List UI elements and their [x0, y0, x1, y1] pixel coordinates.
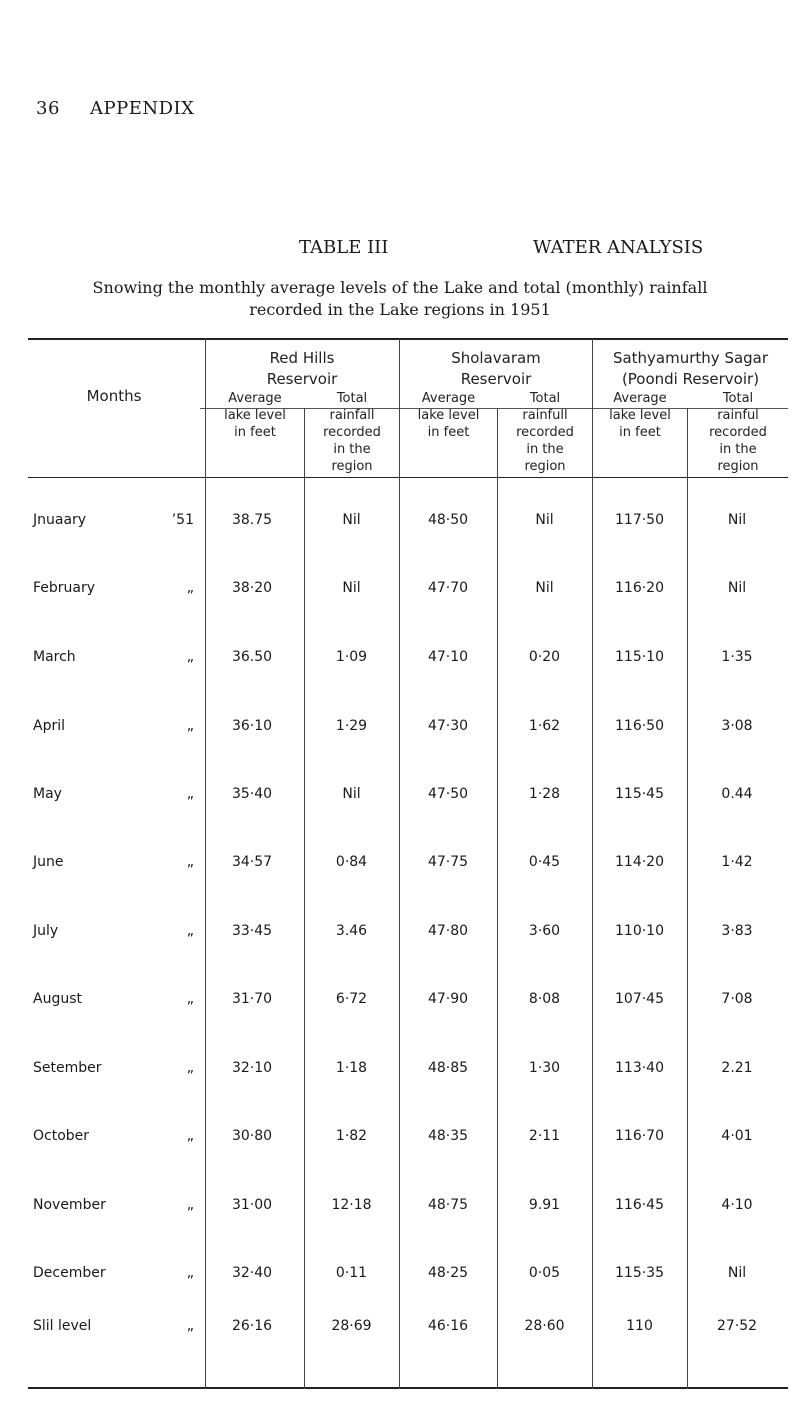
month-label: Setember	[33, 1060, 102, 1076]
table-row	[28, 578, 788, 608]
ditto-mark: „	[186, 1197, 194, 1213]
sholavaram-rainfall: Nil	[535, 580, 554, 596]
poondi-rainfall: 0.44	[721, 786, 753, 802]
red-hills-level: 38.75	[231, 512, 273, 528]
poondi-level: 107·45	[615, 991, 664, 1007]
table-row	[28, 921, 788, 951]
page-number: 36	[36, 98, 60, 119]
month-label: June	[33, 854, 64, 870]
sholavaram-level: 48·35	[427, 1128, 469, 1144]
subheader-sholavaram-level: Average lake level in feet	[417, 391, 480, 440]
sholavaram-rainfall: Nil	[535, 512, 554, 528]
poondi-rainfall: 3·83	[721, 923, 753, 939]
poondi-level: 113·40	[615, 1060, 664, 1076]
table-subject: WATER ANALYSIS	[533, 237, 704, 258]
poondi-level: 117·50	[615, 512, 664, 528]
poondi-rainfall: 27·52	[716, 1318, 758, 1334]
caption-line-1: Snowing the monthly average levels of the Lake and total (monthly) rainfall	[92, 278, 708, 297]
group-header-poondi: Sathyamurthy Sagar (Poondi Reservoir)	[612, 349, 769, 388]
ditto-mark: „	[186, 718, 194, 734]
sholavaram-level: 47·75	[427, 854, 469, 870]
table-row	[28, 1263, 788, 1293]
table-caption	[0, 277, 800, 321]
group-header-red-hills: Red Hills Reservoir	[266, 349, 338, 388]
red-hills-rainfall: 1·82	[335, 1128, 368, 1144]
red-hills-rainfall: 1·29	[335, 718, 368, 734]
red-hills-level: 36.50	[231, 649, 273, 665]
subheader-sholavaram-rainfall: Total rainfull recorded in the region	[516, 391, 574, 474]
table-row	[28, 716, 788, 746]
sholavaram-rainfall: 0·20	[528, 649, 561, 665]
red-hills-rainfall: 0·11	[335, 1265, 368, 1281]
table-row	[28, 989, 788, 1019]
month-label: August	[33, 991, 82, 1007]
month-label: March	[33, 649, 76, 665]
poondi-level: 110·10	[615, 923, 664, 939]
month-label: May	[33, 786, 62, 802]
subheader-poondi-level: Average lake level in feet	[609, 391, 671, 440]
poondi-rainfall: Nil	[727, 580, 747, 596]
red-hills-level: 34·57	[231, 854, 273, 870]
sholavaram-rainfall: 2·11	[528, 1128, 561, 1144]
year-mark: ’51	[171, 512, 194, 528]
poondi-level: 110	[626, 1318, 653, 1334]
month-label: October	[33, 1128, 90, 1144]
red-hills-level: 31·70	[231, 991, 273, 1007]
table-row	[28, 510, 788, 540]
ditto-mark: „	[186, 786, 194, 802]
month-label: Slil level	[33, 1318, 92, 1334]
red-hills-level: 33·45	[231, 923, 273, 939]
poondi-level: 116·45	[615, 1197, 664, 1213]
table-row	[28, 852, 788, 882]
table-row	[28, 1195, 788, 1225]
poondi-rainfall: 3·08	[721, 718, 753, 734]
ditto-mark: „	[186, 580, 194, 596]
red-hills-rainfall: 0·84	[335, 854, 368, 870]
sholavaram-level: 48·50	[427, 512, 469, 528]
sholavaram-rainfall: 1·62	[528, 718, 561, 734]
ditto-mark: „	[186, 649, 194, 665]
red-hills-rainfall: Nil	[342, 786, 361, 802]
red-hills-rainfall: 3.46	[335, 923, 368, 939]
sholavaram-level: 47·10	[427, 649, 469, 665]
poondi-level: 116·20	[615, 580, 664, 596]
poondi-rainfall: 4·10	[721, 1197, 753, 1213]
sholavaram-rainfall: 3·60	[528, 923, 561, 939]
table-label: TABLE III	[299, 237, 389, 258]
table-row	[28, 1058, 788, 1088]
poondi-level: 115·45	[615, 786, 664, 802]
red-hills-level: 38·20	[231, 580, 273, 596]
red-hills-rainfall: Nil	[342, 512, 361, 528]
subheader-red-hills-rainfall: Total rainfall recorded in the region	[323, 391, 381, 474]
group-header-sholavaram: Sholavaram Reservoir	[451, 349, 541, 388]
month-label: April	[33, 718, 65, 734]
ditto-mark: „	[186, 1318, 194, 1334]
poondi-rainfall: Nil	[727, 1265, 747, 1281]
table-row	[28, 647, 788, 677]
month-label: December	[33, 1265, 106, 1281]
ditto-mark: „	[186, 923, 194, 939]
poondi-rainfall: 2.21	[721, 1060, 753, 1076]
sholavaram-level: 47·90	[427, 991, 469, 1007]
table-row	[28, 1126, 788, 1156]
col-divider	[687, 408, 688, 1389]
table-row	[28, 1316, 788, 1346]
sholavaram-level: 47·70	[427, 580, 469, 596]
poondi-rainfall: 1·42	[721, 854, 753, 870]
col-divider	[497, 408, 498, 1389]
poondi-level: 115·35	[615, 1265, 664, 1281]
caption-line-2: recorded in the Lake regions in 1951	[249, 300, 551, 319]
red-hills-rainfall: 1·09	[335, 649, 368, 665]
red-hills-level: 30·80	[231, 1128, 273, 1144]
poondi-rainfall: 4·01	[721, 1128, 753, 1144]
sholavaram-rainfall: 1·28	[528, 786, 561, 802]
poondi-level: 114·20	[615, 854, 664, 870]
red-hills-level: 35·40	[231, 786, 273, 802]
subheader-red-hills-level: Average lake level in feet	[224, 391, 286, 440]
sholavaram-level: 48·25	[427, 1265, 469, 1281]
red-hills-level: 26·16	[231, 1318, 273, 1334]
poondi-rainfall: 1·35	[721, 649, 753, 665]
ditto-mark: „	[186, 1265, 194, 1281]
red-hills-rainfall: 6·72	[335, 991, 368, 1007]
sholavaram-rainfall: 28·60	[524, 1318, 565, 1334]
sholavaram-rainfall: 9.91	[528, 1197, 561, 1213]
sholavaram-level: 46·16	[427, 1318, 469, 1334]
month-label: Jnuaary	[33, 512, 87, 528]
poondi-level: 115·10	[615, 649, 664, 665]
header-bottom-rule	[28, 477, 788, 478]
section-title: APPENDIX	[90, 98, 195, 119]
sholavaram-level: 47·30	[427, 718, 469, 734]
bottom-rule	[28, 1387, 788, 1389]
ditto-mark: „	[186, 991, 194, 1007]
red-hills-level: 36·10	[231, 718, 273, 734]
red-hills-level: 31·00	[231, 1197, 273, 1213]
red-hills-rainfall: 12·18	[331, 1197, 372, 1213]
poondi-level: 116·50	[615, 718, 664, 734]
month-label: July	[33, 923, 59, 939]
top-rule	[28, 338, 788, 340]
ditto-mark: „	[186, 1128, 194, 1144]
data-table	[28, 338, 788, 1390]
sholavaram-rainfall: 1·30	[528, 1060, 561, 1076]
poondi-rainfall: Nil	[727, 512, 747, 528]
sholavaram-rainfall: 8·08	[528, 991, 561, 1007]
month-label: February	[33, 580, 96, 596]
poondi-level: 116·70	[615, 1128, 664, 1144]
sholavaram-level: 48·85	[427, 1060, 469, 1076]
red-hills-level: 32·40	[231, 1265, 273, 1281]
table-row	[28, 784, 788, 814]
sholavaram-level: 47·80	[427, 923, 469, 939]
subheader-poondi-rainfall: Total rainful recorded in the region	[709, 391, 767, 474]
poondi-rainfall: 7·08	[721, 991, 753, 1007]
sholavaram-rainfall: 0·05	[528, 1265, 561, 1281]
red-hills-rainfall: Nil	[342, 580, 361, 596]
months-header: Months	[86, 387, 142, 405]
month-label: November	[33, 1197, 106, 1213]
sholavaram-level: 48·75	[427, 1197, 469, 1213]
ditto-mark: „	[186, 1060, 194, 1076]
sholavaram-level: 47·50	[427, 786, 469, 802]
red-hills-rainfall: 1·18	[335, 1060, 368, 1076]
red-hills-level: 32·10	[231, 1060, 273, 1076]
red-hills-rainfall: 28·69	[331, 1318, 372, 1334]
col-divider	[304, 408, 305, 1389]
sholavaram-rainfall: 0·45	[528, 854, 561, 870]
ditto-mark: „	[186, 854, 194, 870]
